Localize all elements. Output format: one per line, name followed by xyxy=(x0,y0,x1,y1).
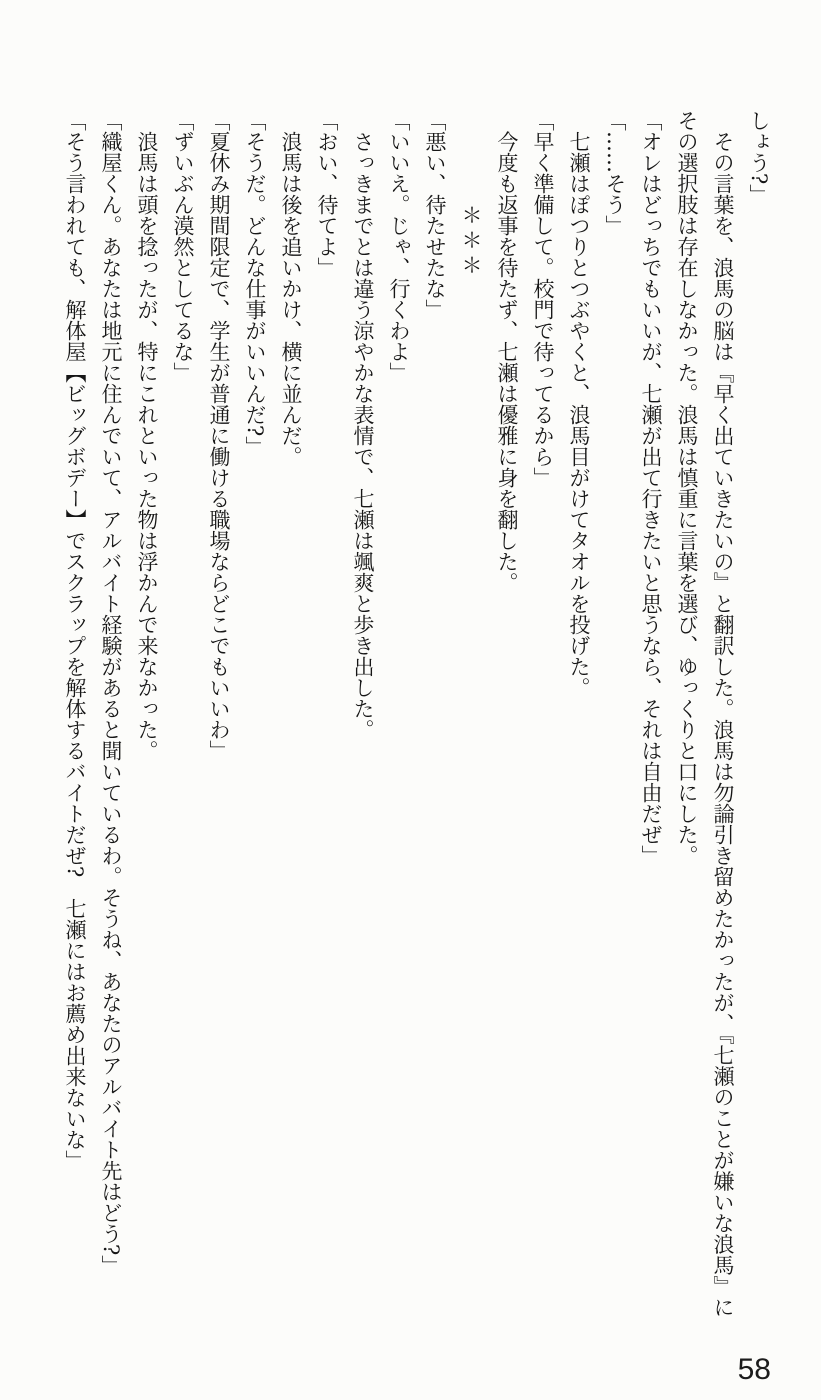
dialogue-line: 「ずいぶん漠然としてるな」 xyxy=(171,110,195,383)
narration-paragraph: 七瀬はぽつりとつぶやくと、浪馬目がけてタオルを投げた。 xyxy=(567,131,591,698)
dialogue-line: 「そうだ。どんな仕事がいいんだ?」 xyxy=(243,110,267,458)
page-number: 58 xyxy=(737,1353,771,1386)
scene-break-marker: ＊＊＊ xyxy=(459,204,483,279)
vertical-text-block xyxy=(57,110,777,1320)
dialogue-continuation-line: しょう?」 xyxy=(747,110,771,206)
dialogue-line: 「夏休み期間限定で、学生が普通に働ける職場ならどこでもいいわ」 xyxy=(207,110,231,761)
dialogue-line: 「悪い、待たせたな」 xyxy=(423,110,447,320)
dialogue-line: 「オレはどっちでもいいが、七瀬が出て行きたいと思うなら、それは自由だぜ」 xyxy=(639,110,663,866)
narration-paragraph: さっきまでとは違う涼やかな表情で、七瀬は颯爽と歩き出した。 xyxy=(351,131,375,740)
narration-paragraph: その言葉を、浪馬の脳は『早く出ていきたいの』と翻訳した。浪馬は勿論引き留めたかったが、『七瀬のことが嫌いな浪馬』にその選択肢は存在しなかった。浪馬は慎重に言葉を選び、ゆっくりと口にした。 xyxy=(675,110,735,1318)
dialogue-line: 「織屋くん。あなたは地元に住んでいて、アルバイト経験があると聞いているわ。そうね、あなたのアルバイト先はどう?」 xyxy=(99,110,123,1277)
dialogue-line: 「そう言われても、解体屋【ビッグボデー】でスクラップを解体するバイトだぜ? 七瀬にはお薦め出来ないな」 xyxy=(63,110,87,1172)
dialogue-line: 「おい、待てよ」 xyxy=(315,110,339,278)
narration-paragraph: 浪馬は頭を捻ったが、特にこれといった物は浮かんで来なかった。 xyxy=(135,131,159,761)
dialogue-line: 「いいえ。じゃ、行くわよ」 xyxy=(387,110,411,383)
narration-paragraph: 今度も返事を待たず、七瀬は優雅に身を翻した。 xyxy=(495,131,519,593)
dialogue-line: 「……そう」 xyxy=(603,110,627,236)
narration-paragraph: 浪馬は後を追いかけ、横に並んだ。 xyxy=(279,131,303,467)
dialogue-line: 「早く準備して。校門で待ってるから」 xyxy=(531,110,555,488)
